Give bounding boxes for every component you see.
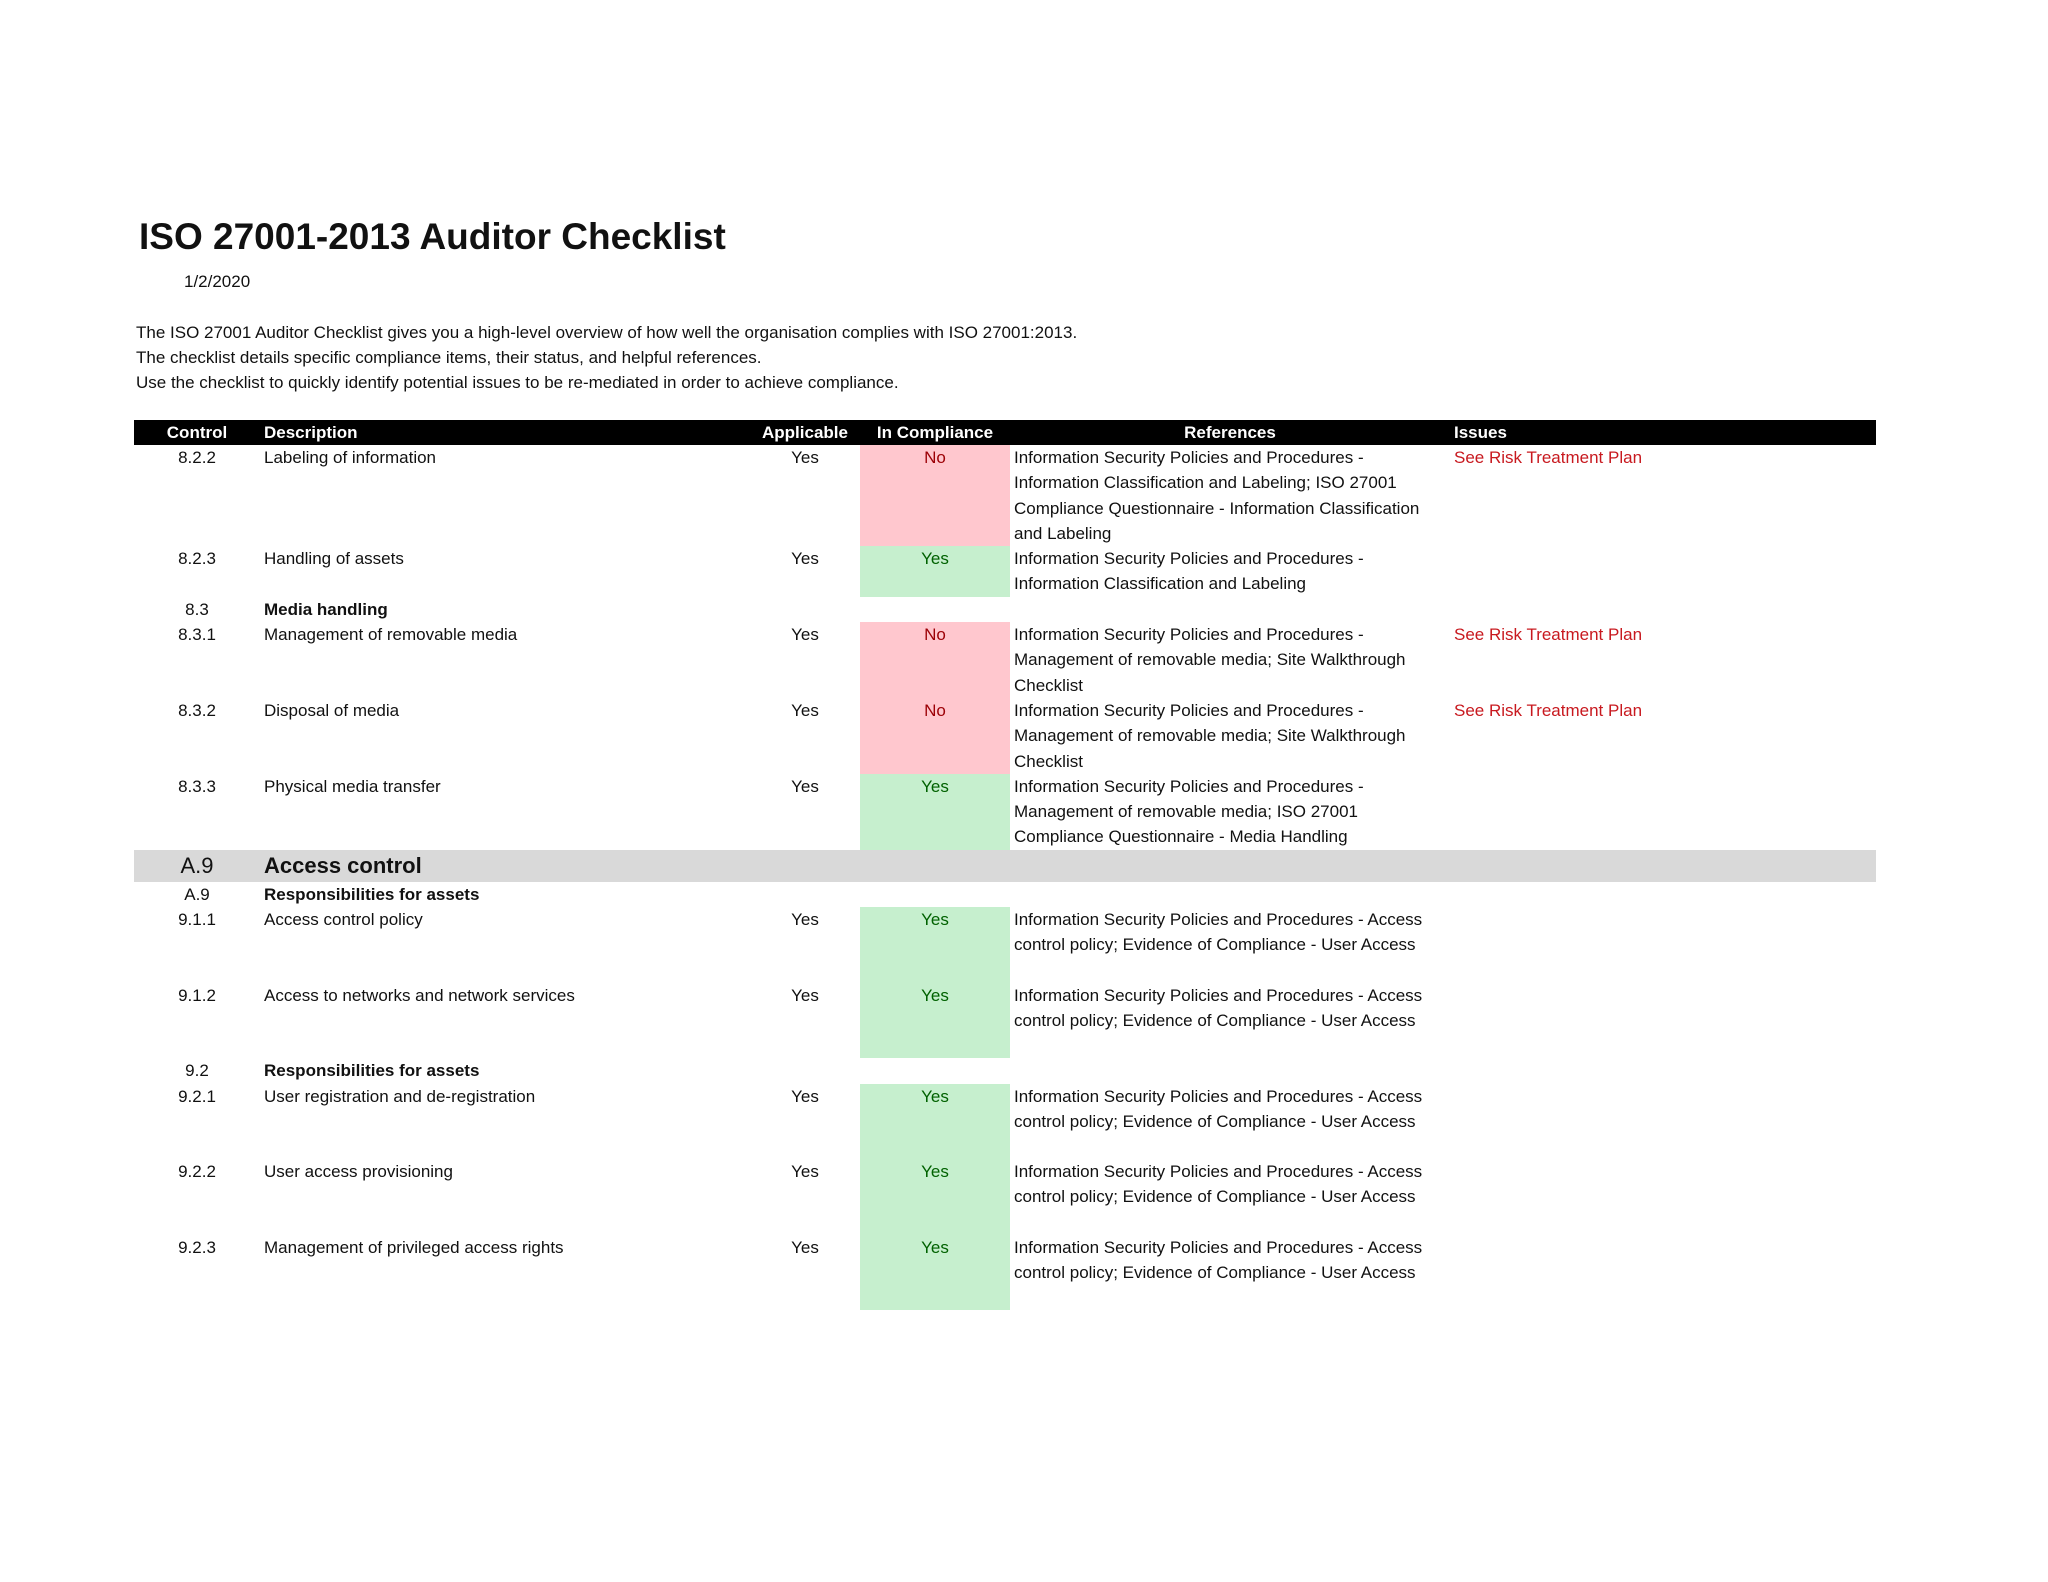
intro-line: The ISO 27001 Auditor Checklist gives you a high-level overview of how well the organisation complies with ISO 27001:2013. (136, 323, 1078, 342)
description-cell: Disposal of media (264, 700, 400, 720)
applicable-cell: Yes (791, 910, 819, 930)
description-cell: Handling of assets (264, 549, 404, 569)
subsection-title: Media handling (264, 599, 388, 619)
control-id: 8.3 (185, 599, 209, 619)
applicable-cell: Yes (791, 776, 819, 796)
description-cell: User access provisioning (264, 1162, 453, 1182)
applicable-cell: Yes (791, 625, 819, 645)
issues-link[interactable]: See Risk Treatment Plan (1454, 448, 1643, 467)
applicable-cell: Yes (791, 1086, 819, 1106)
issues-cell (1450, 774, 1876, 850)
column-header-control: Control (134, 420, 260, 445)
compliance-cell: Yes (860, 774, 1010, 850)
references-cell: Information Security Policies and Procedures - Management of removable media; Site Walkthrough Checklist (1014, 625, 1406, 695)
control-id: 9.2.3 (178, 1237, 216, 1257)
checklist-table (134, 420, 1876, 1310)
spacer-row (134, 1033, 1876, 1058)
compliance-cell: Yes (860, 1159, 1010, 1210)
compliance-cell: Yes (860, 1084, 1010, 1135)
table-row (134, 546, 1876, 597)
applicable-cell: Yes (791, 448, 819, 467)
column-header-description: Description (260, 420, 750, 445)
spacer-row (134, 1285, 1876, 1310)
section-title: Access control (260, 850, 750, 882)
applicable-cell: Yes (791, 1162, 819, 1182)
references-cell: Information Security Policies and Procedures - Access control policy; Evidence of Compliance - User Access (1014, 1086, 1423, 1131)
subsection-title: Responsibilities for assets (264, 1061, 480, 1081)
issues-cell (1450, 546, 1876, 597)
control-id: A.9 (184, 884, 210, 904)
references-cell: Information Security Policies and Procedures - Access control policy; Evidence of Compliance - User Access (1014, 1162, 1423, 1207)
document-date: 1/2/2020 (184, 272, 251, 291)
description-cell: Management of privileged access rights (264, 1237, 564, 1257)
table-row (134, 1159, 1876, 1210)
intro-text (136, 320, 1536, 395)
issues-link[interactable]: See Risk Treatment Plan (1454, 625, 1643, 645)
references-cell: Information Security Policies and Procedures - Information Classification and Labeling (1014, 549, 1364, 594)
control-id: 9.2.2 (178, 1162, 216, 1182)
description-cell: Access to networks and network services (264, 985, 575, 1005)
applicable-cell: Yes (791, 985, 819, 1005)
references-cell: Information Security Policies and Procedures - Information Classification and Labeling; ISO 27001 Compliance Questionnaire - Information Classification and Labeling (1014, 448, 1420, 543)
issues-cell (1450, 907, 1876, 958)
description-cell: User registration and de-registration (264, 1086, 536, 1106)
section-row (134, 850, 1876, 882)
section-id: A.9 (134, 850, 260, 882)
header-row (134, 420, 1876, 445)
description-cell: Access control policy (264, 910, 423, 930)
issues-link[interactable]: See Risk Treatment Plan (1454, 700, 1643, 720)
issues-cell (1450, 1235, 1876, 1286)
references-cell: Information Security Policies and Procedures - Management of removable media; Site Walkthrough Checklist (1014, 700, 1406, 771)
spacer-row (134, 958, 1876, 983)
applicable-cell: Yes (791, 549, 819, 569)
spacer-row (134, 1210, 1876, 1235)
description-cell: Management of removable media (264, 625, 518, 645)
issues-cell (1450, 1159, 1876, 1210)
control-id: 8.3.3 (178, 776, 216, 796)
control-id: 9.1.2 (178, 985, 216, 1005)
table-row (134, 1235, 1876, 1286)
spacer-row (134, 1134, 1876, 1159)
page-title: ISO 27001-2013 Auditor Checklist (139, 216, 726, 257)
references-cell: Information Security Policies and Procedures - Access control policy; Evidence of Compliance - User Access (1014, 1237, 1423, 1283)
column-header-compliance: In Compliance (860, 420, 1010, 445)
control-id: 9.2.1 (178, 1086, 216, 1106)
intro-line: Use the checklist to quickly identify potential issues to be re-mediated in order to achieve compliance. (136, 373, 899, 392)
table-row (134, 983, 1876, 1034)
control-id: 8.3.1 (178, 625, 216, 645)
table-row (134, 622, 1876, 698)
applicable-cell: Yes (791, 1237, 819, 1257)
table-row (134, 1084, 1876, 1135)
references-cell: Information Security Policies and Procedures - Access control policy; Evidence of Compliance - User Access (1014, 910, 1423, 955)
subsection-row (134, 882, 1876, 907)
control-id: 8.2.3 (178, 549, 216, 569)
column-header-references: References (1010, 420, 1450, 445)
compliance-cell: No (860, 698, 1010, 774)
description-cell: Labeling of information (264, 448, 437, 467)
table-row (134, 445, 1876, 546)
issues-cell (1450, 983, 1876, 1034)
compliance-cell: Yes (860, 546, 1010, 597)
control-id: 9.1.1 (178, 910, 216, 930)
column-header-issues: Issues (1450, 420, 1876, 445)
description-cell: Physical media transfer (264, 776, 441, 796)
table-row (134, 907, 1876, 958)
control-id: 8.2.2 (178, 448, 216, 467)
column-header-applicable: Applicable (750, 420, 860, 445)
intro-line: The checklist details specific compliance items, their status, and helpful references. (136, 348, 762, 367)
compliance-cell: No (860, 622, 1010, 698)
subsection-row (134, 1058, 1876, 1083)
references-cell: Information Security Policies and Procedures - Management of removable media; ISO 27001 Compliance Questionnaire - Media Handling (1014, 776, 1364, 847)
compliance-cell: Yes (860, 1235, 1010, 1286)
table-row (134, 774, 1876, 850)
compliance-cell: No (860, 445, 1010, 546)
subsection-title: Responsibilities for assets (264, 884, 480, 904)
issues-cell (1450, 1084, 1876, 1135)
subsection-row (134, 597, 1876, 622)
control-id: 8.3.2 (178, 700, 216, 720)
compliance-cell: Yes (860, 907, 1010, 958)
applicable-cell: Yes (791, 700, 819, 720)
references-cell: Information Security Policies and Procedures - Access control policy; Evidence of Compliance - User Access (1014, 985, 1423, 1030)
compliance-cell: Yes (860, 983, 1010, 1034)
control-id: 9.2 (185, 1061, 209, 1081)
table-row (134, 698, 1876, 774)
